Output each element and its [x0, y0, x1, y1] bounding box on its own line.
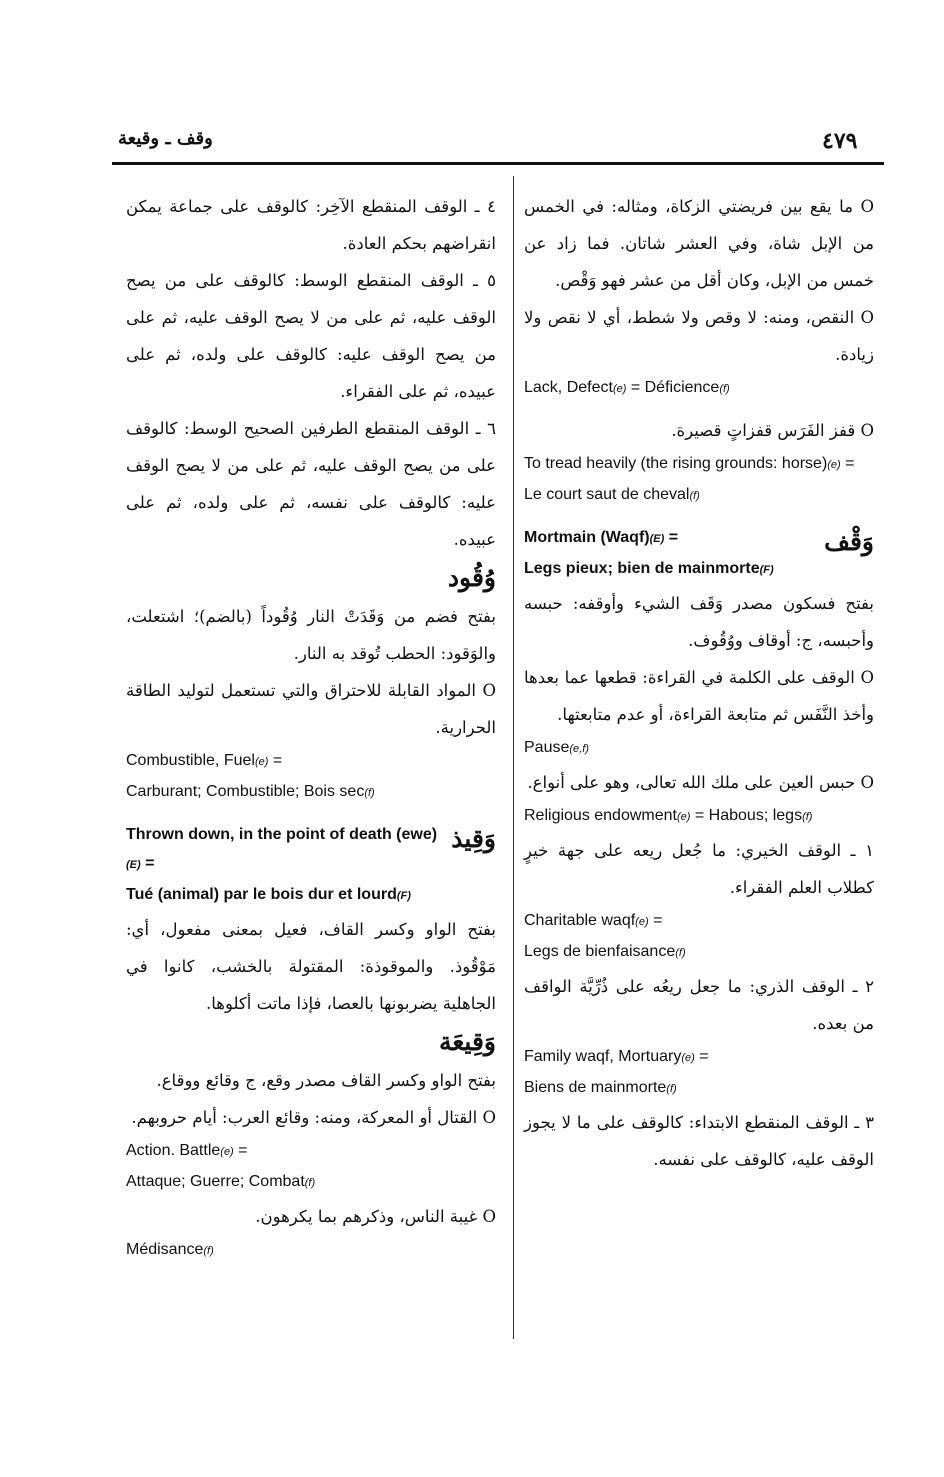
definition-paragraph: O حبس العين على ملك الله تعالى، وهو على أنواع.	[527, 773, 874, 792]
definition-paragraph: O ما يقع بين فريضتي الزكاة، ومثاله: في الخمس من الإبل شاة، وفي العشر شاتان. فما زاد عن خمس من الإبل، وكان أقل من عشر فهو وَقْص.	[524, 197, 874, 290]
definition-paragraph: O قفز الفَرَس قفزاتٍ قصيرة.	[671, 421, 874, 440]
translation-text: Legs de bienfaisance	[524, 943, 676, 960]
lang-tag: (F)	[759, 564, 774, 576]
translation-text: Biens de mainmorte	[524, 1079, 667, 1096]
lang-tag: (e)	[635, 916, 649, 928]
lang-tag: (e)	[612, 383, 627, 395]
translation-line	[126, 880, 496, 911]
definition-paragraph: O المواد القابلة للاحتراق والتي تستعمل لتوليد الطاقة الحرارية.	[126, 681, 496, 737]
translation-text: =	[233, 1142, 248, 1159]
translation-text: Combustible, Fuel	[126, 752, 255, 769]
lang-tag: (F)	[396, 890, 411, 902]
headword: وَقِيعَة	[438, 1027, 496, 1056]
definition-paragraph: O القتال أو المعركة، ومنه: وقائع العرب: أيام حروبهم.	[131, 1108, 496, 1127]
translation-line	[126, 746, 496, 777]
lang-tag: (f)	[689, 490, 700, 502]
lang-tag: (f)	[364, 787, 375, 799]
translation-line	[524, 733, 874, 764]
translation-text: Legs pieux; bien de mainmorte	[524, 560, 760, 577]
headword: وُقُود	[447, 563, 496, 592]
translation-text: Attaque; Guerre; Combat	[126, 1173, 305, 1190]
translation-text: Médisance	[126, 1241, 204, 1258]
definition-paragraph: بفتح فضم من وَقَدَتْ النار وُقُوداً (بالضم)؛ اشتعلت، والوَقود: الحطب تُوقد به النار.	[126, 607, 496, 663]
lang-tag: (e)	[681, 1052, 695, 1064]
translation-line	[524, 480, 874, 511]
definition-paragraph: O النقص، ومنه: لا وقص ولا شطط، أي لا نقص ولا زيادة.	[524, 308, 874, 364]
definition-paragraph: O غيبة الناس، وذكرهم بما يكرهون.	[255, 1207, 496, 1226]
lang-tag: (f)	[203, 1245, 214, 1257]
definition-paragraph: ٤ ـ الوقف المنقطع الآخِر: كالوقف على جماعة يمكن انقراضهم بحكم العادة.	[126, 197, 496, 253]
definition-paragraph: بفتح الواو وكسر القاف مصدر وقع، ج وقائع ووقاع.	[156, 1071, 496, 1090]
translation-line	[524, 1073, 874, 1104]
translation-text: =	[694, 1048, 709, 1065]
definition-paragraph: ٣ ـ الوقف المنقطع الابتداء: كالوقف على ما لا يجوز الوقف عليه، كالوقف على نفسه.	[524, 1113, 874, 1169]
header-rule	[112, 162, 884, 165]
translation-text: Mortmain (Waqf)	[524, 529, 650, 546]
translation-text: Tué (animal) par le bois dur et lourd	[126, 886, 397, 903]
translation-line	[524, 554, 874, 585]
translation-line	[126, 777, 496, 808]
translation-text: = Habous; legs	[690, 807, 803, 824]
translation-text: Lack, Defect	[524, 379, 613, 396]
translation-text: =	[140, 855, 155, 872]
headword: وَقِيذ	[451, 824, 496, 853]
lang-tag: (e)	[827, 459, 841, 471]
lang-tag: (f)	[675, 947, 686, 959]
running-head: وقف ـ وقيعة	[118, 128, 213, 149]
translation-line	[524, 373, 874, 404]
lang-tag: (e)	[254, 756, 269, 768]
left-column	[126, 188, 496, 1266]
definition-paragraph: ٥ ـ الوقف المنقطع الوسط: كالوقف على من يصح الوقف عليه، ثم على من لا يصح الوقف عليه، ثم على من يصح الوقف عليه: كالوقف على ولده، ثم على عبيده، ثم على الفقراء.	[126, 271, 496, 401]
translation-line	[126, 1167, 496, 1198]
translation-text: Le court saut de cheval	[524, 486, 690, 503]
translation-line	[126, 1235, 496, 1266]
lang-tag: (f)	[719, 383, 730, 395]
translation-text: Pause	[524, 739, 570, 756]
translation-text: Thrown down, in the point of death (ewe)	[126, 826, 438, 843]
definition-paragraph: ٢ ـ الوقف الذري: ما جعل ريعُه على ذُرِّيَّة الواقف من بعده.	[524, 977, 874, 1033]
translation-line	[524, 801, 874, 832]
definition-paragraph: بفتح فسكون مصدر وَقَف الشيء وأوقفه: حبسه وأحبسه، ج: أوقاف ووُقُوف.	[524, 594, 874, 650]
translation-text: Religious endowment	[524, 807, 677, 824]
translation-text: Action. Battle	[126, 1142, 221, 1159]
translation-line	[126, 820, 496, 880]
lang-tag: (e)	[220, 1146, 234, 1158]
translation-line	[524, 937, 874, 968]
translation-text: Charitable waqf	[524, 912, 636, 929]
lang-tag: (E)	[126, 859, 141, 871]
definition-paragraph: ١ ـ الوقف الخيري: ما جُعل ريعه على جهة خيرٍ كطلاب العلم الفقراء.	[524, 841, 874, 897]
lang-tag: (e)	[676, 811, 691, 823]
entry-waqidh	[126, 820, 496, 911]
lang-tag: (f)	[666, 1083, 677, 1095]
right-column	[524, 188, 874, 1178]
lang-tag: (E)	[649, 533, 665, 545]
translation-line	[524, 1042, 874, 1073]
lang-tag: (f)	[304, 1177, 316, 1189]
translation-text: Carburant; Combustible; Bois sec	[126, 783, 365, 800]
lang-tag: (e,f)	[569, 743, 589, 755]
translation-line	[524, 906, 874, 937]
translation-line	[524, 523, 874, 554]
translation-text: =	[664, 529, 679, 546]
definition-paragraph: O الوقف على الكلمة في القراءة: قطعها عما بعدها وأخذ النَّفَس ثم متابعة القراءة، أو عدم متابعتها.	[524, 668, 874, 724]
entry-waqf	[524, 523, 874, 585]
translation-text: Family waqf, Mortuary	[524, 1048, 682, 1065]
translation-text: = Déficience	[626, 379, 720, 396]
definition-paragraph: بفتح الواو وكسر القاف، فعيل بمعنى مفعول، أي: مَوْقُوذ. والموقوذة: المقتولة بالخشب، كانوا في الجاهلية يضربونها بالعصا، فإذا ماتت أكلوها.	[126, 920, 496, 1013]
translation-line	[524, 449, 874, 480]
translation-text: To tread heavily (the rising grounds: horse)	[524, 455, 828, 472]
lang-tag: (f)	[802, 811, 813, 823]
column-divider	[513, 176, 514, 1339]
translation-text: =	[268, 752, 283, 769]
translation-line	[126, 1136, 496, 1167]
page-number: ٤٧٩	[822, 128, 858, 154]
definition-paragraph: ٦ ـ الوقف المنقطع الطرفين الصحيح الوسط: كالوقف على من يصح الوقف عليه، ثم على من لا يصح الوقف عليه: كالوقف على نفسه، ثم على ولده، ثم على عبيده.	[126, 419, 496, 549]
headword: وَقْف	[824, 527, 874, 556]
translation-text: =	[648, 912, 663, 929]
translation-text: =	[840, 455, 855, 472]
